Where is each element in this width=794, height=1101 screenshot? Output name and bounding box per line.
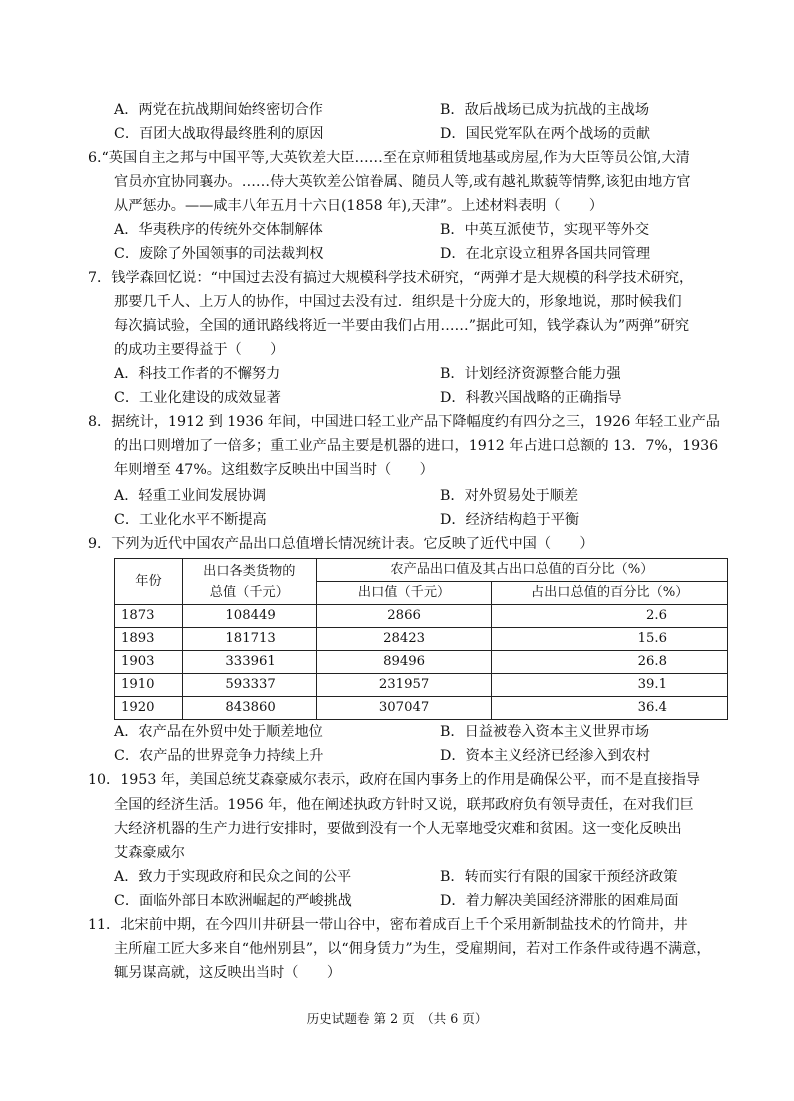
cell-value: 2866 (316, 605, 492, 628)
header-pct: 占出口总值的百分比（%） (492, 582, 728, 605)
q8-stem-line: 8．据统计，1912 到 1936 年间，中国进口轻工业产品下降幅度约有四分之三，1926 年轻工业产品 (88, 414, 720, 430)
cell-year: 1903 (115, 651, 183, 674)
header-value: 出口值（千元） (316, 582, 492, 605)
cell-value: 28423 (316, 628, 492, 651)
q7-stem-line: 的成功主要得益于（ ） (114, 342, 285, 358)
q10-option-a: A．致力于实现政府和民众之间的公平 (114, 869, 352, 885)
q10-option-c: C．面临外部日本欧洲崛起的严峻挑战 (114, 893, 352, 909)
q8-stem-line: 的出口则增加了一倍多；重工业产品主要是机器的进口，1912 年占进口总额的 13．7%，1936 (114, 438, 719, 454)
q6-option-d: D．在北京设立租界各国共同管理 (440, 246, 651, 262)
q7-stem-line: 每次搞试验，全国的通讯路线将近一半要由我们占用……”据此可知，钱学森认为”两弹”研究 (114, 318, 690, 334)
q7-option-c: C．工业化建设的成效显著 (114, 390, 281, 406)
q9-option-b: B．日益被卷入资本主义世界市场 (440, 724, 650, 740)
table-row (115, 697, 728, 720)
cell-year: 1873 (115, 605, 183, 628)
q9-option-a: A．农产品在外贸中处于顺差地位 (114, 724, 323, 740)
q8-option-a: A．轻重工业间发展协调 (114, 488, 267, 504)
q5-option-c: C．百团大战取得最终胜利的原因 (114, 126, 324, 142)
q7-option-d: D．科教兴国战略的正确指导 (440, 390, 622, 406)
q5-option-b: B．敌后战场已成为抗战的主战场 (440, 102, 650, 118)
q6-option-b: B．中英互派使节，实现平等外交 (440, 222, 650, 238)
q10-stem-line: 艾森豪威尔 (114, 845, 185, 861)
header-total-line1: 出口各类货物的 (203, 563, 296, 579)
q8-option-d: D．经济结构趋于平衡 (440, 512, 580, 528)
table-row (115, 674, 728, 697)
q6-stem-line: 6.“英国自主之邦与中国平等,大英钦差大臣……至在京师租赁地基或房屋,作为大臣等员公馆,大清 (88, 150, 690, 166)
q10-option-b: B．转而实行有限的国家干预经济政策 (440, 869, 678, 885)
table-row (115, 651, 728, 674)
q7-option-a: A．科技工作者的不懈努力 (114, 366, 281, 382)
cell-pct: 2.6 (492, 605, 728, 628)
cell-value: 89496 (316, 651, 492, 674)
q10-stem-line: 大经济机器的生产力进行安排时，要做到没有一个人无辜地受灾难和贫困。这一变化反映出 (114, 821, 682, 837)
q7-option-b: B．计划经济资源整合能力强 (440, 366, 621, 382)
q10-option-d: D．着力解决美国经济滞胀的困难局面 (440, 893, 679, 909)
cell-year: 1910 (115, 674, 183, 697)
q9-option-d: D．资本主义经济已经渗入到农村 (440, 748, 651, 764)
header-total (182, 559, 316, 605)
q10-stem-line: 10．1953 年，美国总统艾森豪威尔表示，政府在国内事务上的作用是确保公平，而不是直接指导 (88, 772, 700, 788)
q5-option-d: D．国民党军队在两个战场的贡献 (440, 126, 651, 142)
q11-stem-line: 11．北宋前中期，在今四川井研县一带山谷中，密布着成百上千个采用新制盐技术的竹筒井，井 (88, 917, 688, 933)
cell-total: 843860 (182, 697, 316, 720)
q11-stem-line: 主所雇工匠大多来自“他州别县”，以“佣身赁力”为生，受雇期间，若对工作条件或待遇不满意， (114, 941, 711, 957)
cell-total: 181713 (182, 628, 316, 651)
q8-option-c: C．工业化水平不断提高 (114, 512, 267, 528)
q6-stem-line: 官员亦宜协同襄办。……侍大英钦差公馆眷属、随员人等,或有越礼欺藐等情弊,该犯由地方官 (114, 174, 691, 190)
cell-value: 231957 (316, 674, 492, 697)
q7-stem-line: 那要几千人、上万人的协作，中国过去没有过．组织是十分庞大的，形象地说，那时候我们 (114, 294, 682, 310)
q10-stem-line: 全国的经济生活。1956 年，他在阐述执政方针时又说，联邦政府负有领导责任，在对我们巨 (114, 797, 694, 813)
table-row (115, 628, 728, 651)
cell-value: 307047 (316, 697, 492, 720)
cell-pct: 39.1 (492, 674, 728, 697)
cell-total: 593337 (182, 674, 316, 697)
q11-stem-line: 辄另谋高就，这反映出当时（ ） (114, 965, 342, 981)
cell-total: 108449 (182, 605, 316, 628)
cell-year: 1893 (115, 628, 183, 651)
page-footer: 历史试题卷 第 2 页 （共 6 页） (306, 1011, 488, 1026)
cell-year: 1920 (115, 697, 183, 720)
q6-option-c: C．废除了外国领事的司法裁判权 (114, 246, 324, 262)
q6-option-a: A．华夷秩序的传统外交体制解体 (114, 222, 323, 238)
q8-option-b: B．对外贸易处于顺差 (440, 488, 579, 504)
cell-pct: 26.8 (492, 651, 728, 674)
cell-pct: 36.4 (492, 697, 728, 720)
export-statistics-table (114, 558, 728, 720)
table-row (115, 605, 728, 628)
q6-stem-line: 从严惩办。——咸丰八年五月十六日(1858 年),天津”。上述材料表明（ ） (114, 198, 604, 214)
q9-stem: 9．下列为近代中国农产品出口总值增长情况统计表。它反映了近代中国（ ） (88, 536, 594, 552)
cell-total: 333961 (182, 651, 316, 674)
header-total-line2: 总值（千元） (209, 584, 289, 600)
q9-option-c: C．农产品的世界竞争力持续上升 (114, 748, 324, 764)
header-year: 年份 (115, 559, 183, 605)
q8-stem-line: 年则增至 47%。这组数字反映出中国当时（ ） (114, 462, 434, 478)
header-agri: 农产品出口值及其占出口总值的百分比（%） (316, 559, 727, 582)
q7-stem-line: 7．钱学森回忆说：“中国过去没有搞过大规模科学技术研究，“两弹才是大规模的科学技术研究， (88, 270, 694, 286)
cell-pct: 15.6 (492, 628, 728, 651)
q5-option-a: A．两党在抗战期间始终密切合作 (114, 102, 323, 118)
